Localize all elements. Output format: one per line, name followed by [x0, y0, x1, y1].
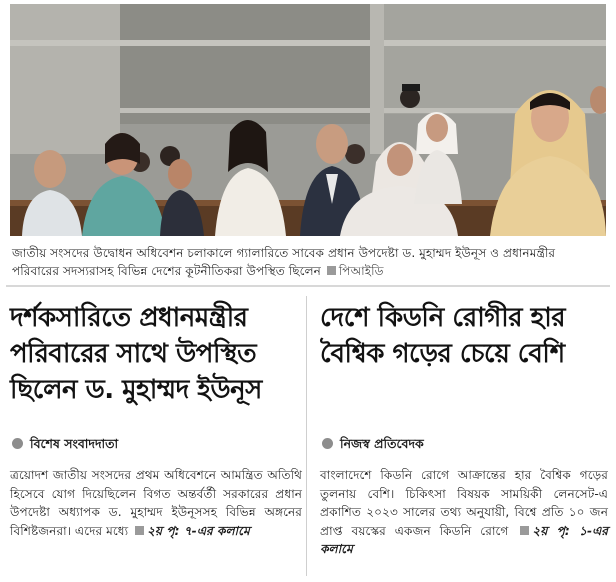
- right-jump-link[interactable]: ২য় পৃ: ১-এর কলামে: [320, 523, 609, 556]
- jump-square-icon: [520, 526, 529, 535]
- left-jump-link[interactable]: ২য় পৃ: ৭-এর কলামে: [146, 523, 250, 538]
- left-article-body: [10, 466, 302, 540]
- right-article-body: [320, 466, 608, 559]
- byline-dot-icon: [322, 438, 333, 449]
- photo-illustration: [10, 4, 606, 236]
- left-headline[interactable]: দর্শকসারিতে প্রধানমন্ত্রীর পরিবারের সাথে উপস্থিত ছিলেন ড. মুহাম্মদ ইউনূস: [10, 303, 262, 405]
- right-byline: [322, 436, 424, 456]
- column-divider: [306, 296, 307, 576]
- left-article: [10, 300, 300, 408]
- jump-square-icon: [135, 526, 144, 535]
- credit-square-icon: [327, 266, 336, 275]
- photo-caption: [12, 244, 604, 280]
- photo-credit: পিআইডি: [338, 264, 384, 278]
- horizontal-divider: [6, 285, 610, 287]
- right-headline[interactable]: দেশে কিডনি রোগীর হার বৈশ্বিক গড়ের চেয়ে বেশি: [320, 303, 566, 369]
- right-byline-text: নিজস্ব প্রতিবেদক: [340, 436, 424, 451]
- right-body-text: বাংলাদেশে কিডনি রোগে আক্রান্তের হার বৈশ্বিক গড়ের তুলনায় বেশি। চিকিৎসা বিষয়ক সাময়িকী লেনসেট-এ প্রকাশিত ২০২৩ সালের তথ্য অনুযায়ী, বিশ্বে প্রতি ১০ জন প্রাপ্ত বয়স্কের একজন কিডনি রোগে: [320, 468, 608, 538]
- left-byline: [12, 436, 118, 456]
- byline-dot-icon: [12, 438, 23, 449]
- left-byline-text: বিশেষ সংবাদদাতা: [30, 436, 119, 451]
- left-body-text: ত্রয়োদশ জাতীয় সংসদের প্রথম অধিবেশনে আমন্ত্রিত অতিথি হিসেবে যোগ দিয়েছিলেন বিগত অন্তর্বর্তী সরকারের প্রধান উপদেষ্টা অধ্যাপক ড. মুহাম্মদ ইউনূসসহ বিভিন্ন অঙ্গনের বিশিষ্টজনরা। এদের মধ্যে: [10, 468, 302, 538]
- right-article: [320, 300, 608, 372]
- caption-text: জাতীয় সংসদের উদ্বোধন অধিবেশন চলাকালে গ্যালারিতে সাবেক প্রধান উপদেষ্টা ড. মুহাম্মদ ইউনূস ও প্রধানমন্ত্রীর পরিবারের সদস্যরাসহ বিভিন্ন দেশের কূটনীতিকরা উপস্থিত ছিলেন: [12, 246, 556, 278]
- news-photo: [10, 4, 606, 236]
